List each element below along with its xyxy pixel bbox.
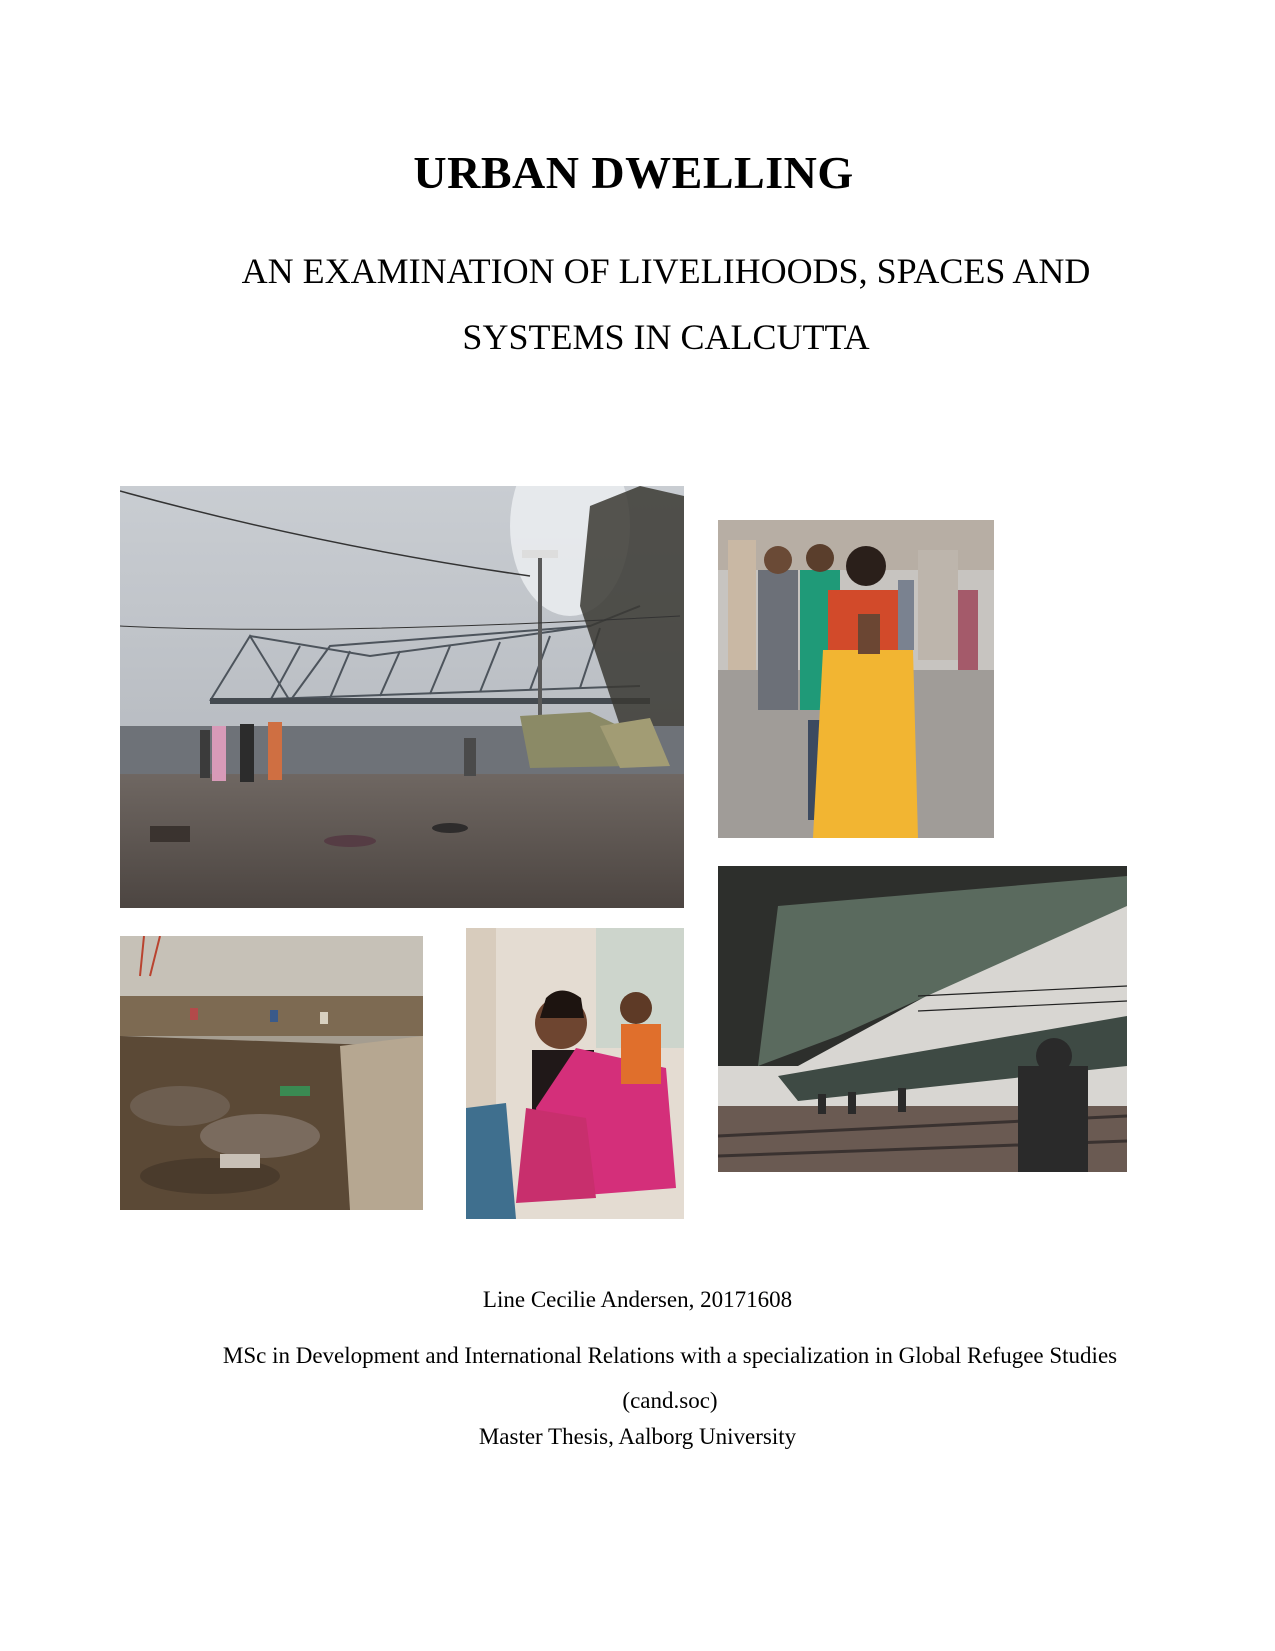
page-title: URBAN DWELLING (413, 147, 854, 198)
author-line: Line Cecilie Andersen, 20171608 (482, 1287, 793, 1312)
programme-line: MSc in Development and International Relations with a specialization in Global Refugee Studies (cand.soc) (222, 1343, 1118, 1413)
slum-riverbank-photo (120, 936, 423, 1210)
metro-station-photo (718, 520, 994, 838)
railway-platform-photo (718, 866, 1127, 1172)
page-subtitle: AN EXAMINATION OF LIVELIHOODS, SPACES AND SYSTEMS IN CALCUTTA (241, 251, 1091, 357)
thesis-line: Master Thesis, Aalborg University (478, 1424, 797, 1449)
seated-woman-photo (466, 928, 684, 1219)
howrah-bridge-photo (120, 486, 684, 908)
